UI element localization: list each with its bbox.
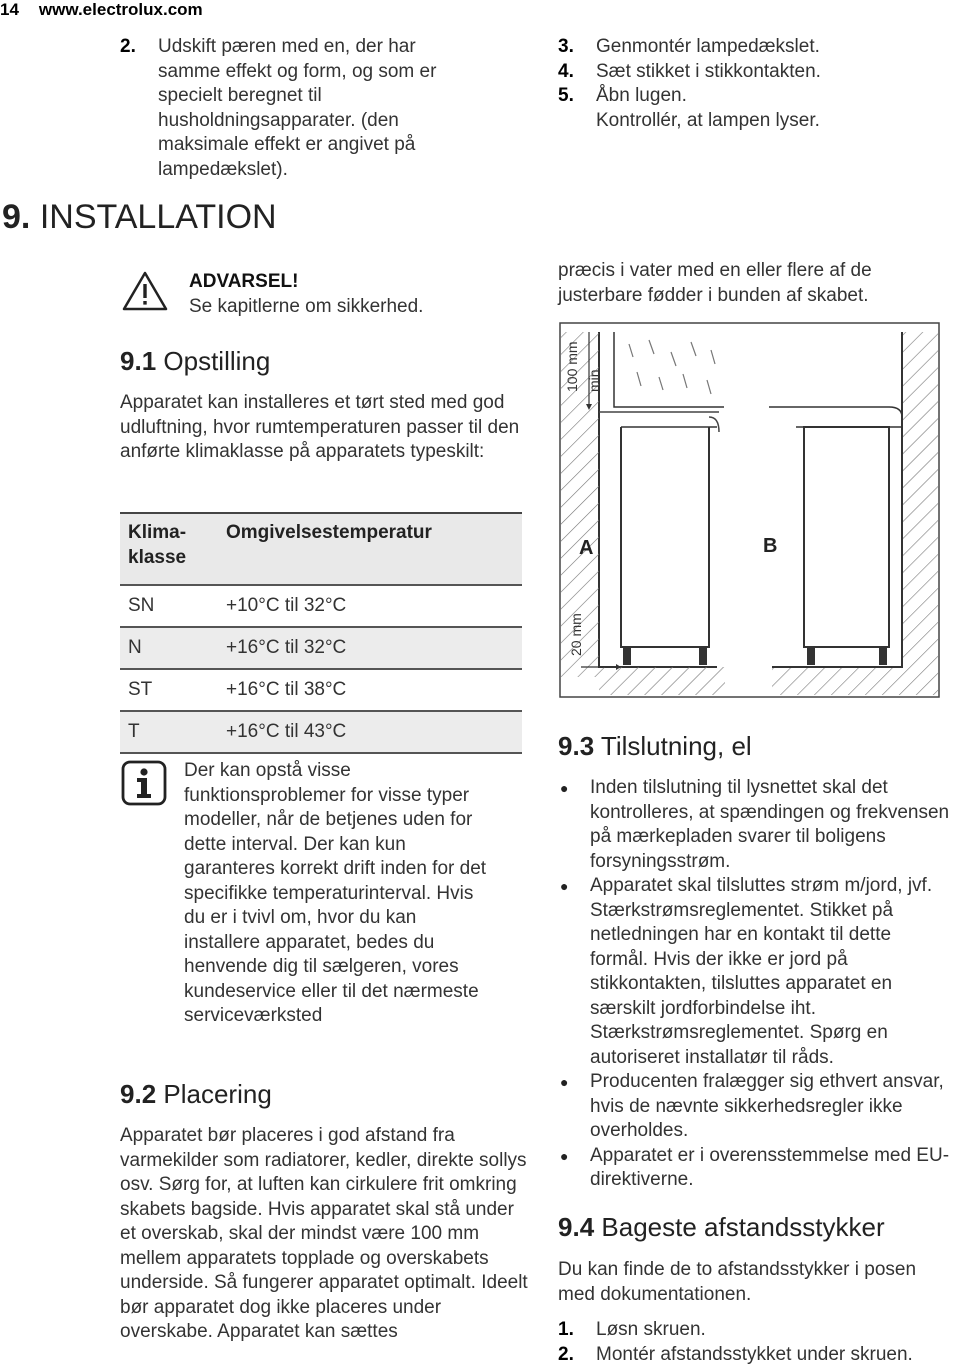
label-20mm: 20 mm [568,613,584,656]
section-heading: 9. INSTALLATION [2,198,277,236]
opstilling-body: Apparatet kan installeres et tørt sted med god udluftning, hvor rumtemperaturen passer til den anførte klimaklasse på apparatets typeskilt: [120,392,520,462]
label-min: min [586,369,602,392]
step-item: 3. Genmontér lampedækslet. [558,36,820,57]
label-100mm: 100 mm [564,341,580,392]
warning-box [189,270,423,319]
table-header-row [120,513,522,585]
subsection-heading-9-2: 9.2 Placering [120,1079,272,1109]
subsection-heading-9-3: 9.3 Tilslutning, el [558,731,752,761]
warning-icon [122,270,168,317]
step-item: Kontrollér, at lampen lyser. [596,109,820,131]
electrical-bullets [560,776,950,1193]
label-b: B [763,535,778,557]
step-item: 1. Løsn skruen. [558,1319,706,1340]
label-a: A [579,537,594,559]
list-item: ● Inden tilslutning til lysnettet skal det kontrolleres, at spændingen og frekvensen på mærkepladen svarer til boligens forsyningsstrøm. [560,776,950,874]
site-url: www.electrolux.com [38,0,203,19]
list-item: ● Apparatet er i overensstemmelse med EU-direktiverne. [560,1144,950,1193]
warning-title: ADVARSEL! [189,271,299,292]
list-item: ● Apparatet skal tilsluttes strøm m/jord, jvf. Stærkstrømsreglementet. Stikket på netledningen har en kontakt til dette formål. Hvis der ikke er jord på stikkontakten, tilsluttes apparatet en særskilt jordforbindelse iht. Stærkstrømsreglementet. Spørg en autoriseret installatør til råds. [560,874,950,1070]
table-header: Omgivelsestemperatur [218,513,522,585]
step-item: 2. Udskift pæren med en, der har samme effekt og form, og som er specielt beregnet til husholdningsapparater. (den maksimale effekt er angivet på lampedækslet). [120,36,437,180]
spacer-steps [558,1318,958,1367]
step-item: 5. Åbn lugen. [558,85,687,106]
list-item: ● Producenten fralægger sig ethvert ansvar, hvis de nævnte sikkerhedsregler ikke overholdes. [560,1070,950,1144]
placering-continued: præcis i vater med en eller flere af de justerbare fødder i bunden af skabet. [558,260,872,306]
placering-body: Apparatet bør placeres i god afstand fra varmekilder som radiatorer, kedler, direkte sollys osv. Sørg for, at luften kan cirkulere frit omkring skabets bagside. Hvis apparatet skal stå under et overskab, skal der mindst være 100 mm mellem apparatets topplade og overskabets underside. Så fungerer apparatet optimalt. Ideelt bør apparatet dog ikke placeres under overskabe. Apparatet kan sættes [120,1125,528,1342]
installation-diagram [559,322,940,703]
step-item: 4. Sæt stikket i stikkontakten. [558,60,821,82]
table-row: N +16°C til 32°C [120,627,522,669]
page-number: 14 [0,0,19,19]
table-header: Klima- klasse [120,513,218,585]
table-row: SN +10°C til 32°C [120,585,522,627]
table-row: T +16°C til 43°C [120,711,522,753]
subsection-heading-9-4: 9.4 Bageste afstandsstykker [558,1212,885,1242]
lamp-steps-right [558,35,938,133]
climate-table [120,512,522,754]
warning-text: Se kapitlerne om sikkerhed. [189,295,424,317]
subsection-heading-9-1: 9.1 Opstilling [120,346,271,376]
lamp-steps-left [120,35,480,182]
info-icon [121,760,167,811]
info-text: Der kan opstå visse funktionsproblemer for visse typer modeller, når de betjenes uden for dette interval. Der kan kun garanteres korrekt drift inden for det specifikke temperaturinterval. Hvis du er i tvivl om, hvor du kan installere apparatet, bedes du henvende dig til sælgeren, vores kundeservice eller til det nærmeste serviceværksted [184,760,487,1026]
table-row: ST +16°C til 38°C [120,669,522,711]
spacer-body: Du kan finde de to afstandsstykker i posen med dokumentationen. [558,1259,917,1305]
page-header [0,0,223,20]
step-item: 2. Montér afstandsstykket under skruen. [558,1343,913,1365]
